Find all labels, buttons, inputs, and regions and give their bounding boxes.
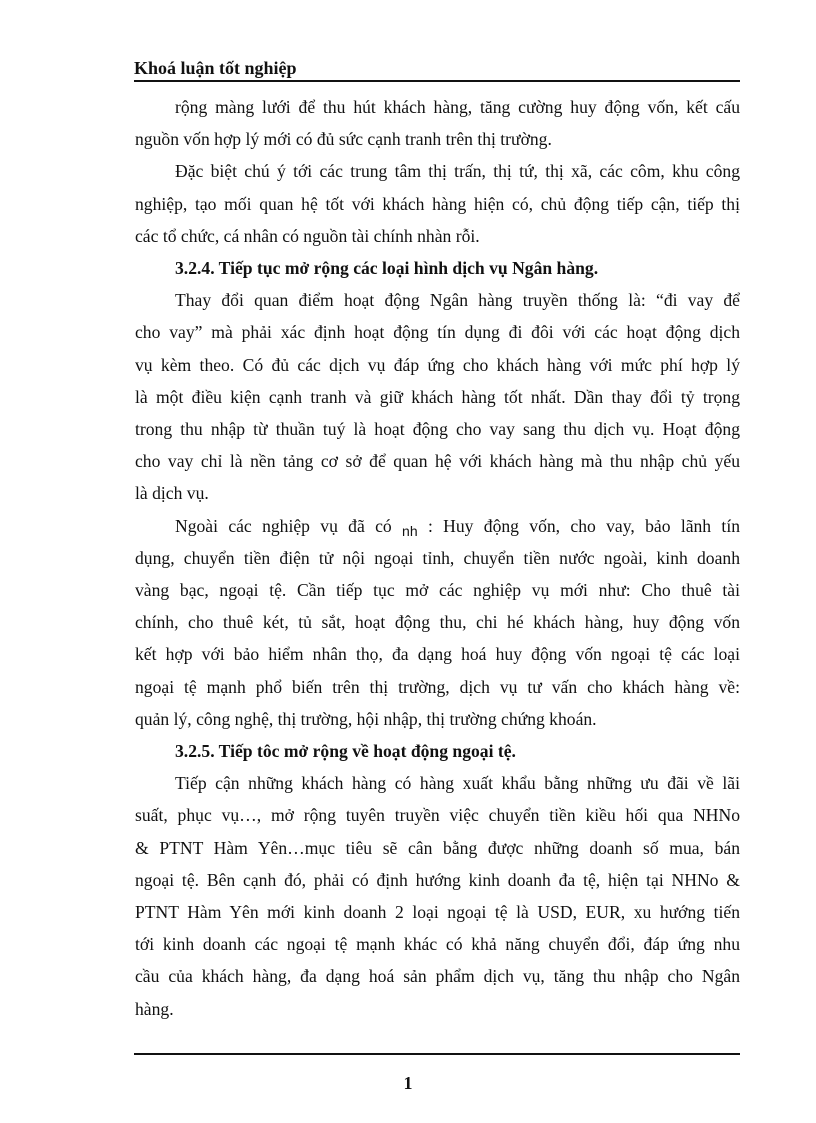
text-line	[175, 772, 740, 794]
text-segment: rộng màng lưới để thu hút khách hàng, tăng cường huy động vốn, kết cấu	[175, 97, 740, 117]
text-line	[135, 321, 740, 343]
document-header-title: Khoá luận tốt nghiệp	[134, 58, 297, 78]
text-line	[135, 354, 740, 376]
text-line	[175, 96, 740, 118]
text-segment: cho vay chỉ là nền tảng cơ sở để quan hệ với khách hàng mà thu nhập chủ yếu	[135, 451, 740, 472]
text-line	[135, 482, 740, 504]
text-segment: & PTNT Hàm Yên…mục tiêu sẽ cân bằng được những doanh số mua, bán	[135, 837, 740, 858]
text-line	[135, 128, 740, 150]
text-segment: là một điều kiện cạnh tranh và giữ khách hàng tốt nhất. Dần thay đổi tỷ trọng	[135, 386, 740, 407]
text-line	[135, 611, 740, 633]
text-segment: là dịch vụ.	[135, 483, 209, 504]
text-line	[135, 225, 740, 247]
text-line	[135, 643, 740, 665]
text-segment: dụng, chuyển tiền điện tử nội ngoại tỉnh, chuyển tiền nước ngoài, kinh doanh	[135, 547, 740, 568]
text-line	[135, 804, 740, 826]
text-line	[135, 901, 740, 923]
text-segment: PTNT Hàm Yên mới kinh doanh 2 loại ngoại tệ là USD, EUR, xu hướng tiến	[135, 902, 740, 922]
text-line	[135, 386, 740, 408]
section-heading	[175, 740, 740, 762]
text-segment: các tổ chức, cá nhân có nguồn tài chính nhàn rỗi.	[135, 225, 480, 246]
text-segment: quản lý, công nghệ, thị trường, hội nhập, thị trường chứng khoán.	[135, 708, 597, 729]
text-line	[135, 450, 740, 472]
text-segment: nguồn vốn hợp lý mới có đủ sức cạnh tranh trên thị trường.	[135, 129, 552, 150]
stray-text-fragment: nh	[402, 522, 418, 539]
text-segment: vàng bạc, ngoại tệ. Cần tiếp tục mở các nghiệp vụ mới như: Cho thuê tài	[135, 580, 740, 600]
text-segment: 3.2.5. Tiếp tôc mở rộng về hoạt động ngoại tệ.	[175, 741, 516, 761]
text-line	[175, 515, 740, 538]
text-line	[135, 676, 740, 698]
text-segment: kết hợp với bảo hiểm nhân thọ, đa dạng hoá huy động vốn ngoại tệ các loại	[135, 644, 740, 665]
text-line	[135, 837, 740, 859]
text-line	[135, 547, 740, 569]
page-number: 1	[403, 1073, 413, 1093]
text-segment: 3.2.4. Tiếp tục mở rộng các loại hình dịch vụ Ngân hàng.	[175, 258, 599, 278]
text-segment: Đặc biệt chú ý tới các trung tâm thị trấn, thị tứ, thị xã, các côm, khu công	[175, 161, 740, 182]
text-segment: suất, phục vụ…, mở rộng tuyên truyền việc chuyển tiền kiều hối qua NHNo	[135, 805, 740, 826]
text-segment: ngoại tệ. Bên cạnh đó, phải có định hướng kinh doanh đa tệ, hiện tại NHNo &	[135, 869, 740, 890]
text-segment: vụ kèm theo. Có đủ các dịch vụ đáp ứng cho khách hàng với mức phí hợp lý	[135, 354, 740, 375]
text-line	[135, 965, 740, 987]
text-line	[175, 289, 740, 311]
section-heading	[175, 257, 740, 279]
text-segment: nghiệp, tạo mối quan hệ tốt với khách hàng hiện có, chủ động tiếp cận, tiếp thị	[135, 193, 740, 214]
text-line	[175, 160, 740, 182]
text-segment: ngoại tệ mạnh phổ biến trên thị trường, dịch vụ tư vấn cho khách hàng về:	[135, 676, 740, 697]
text-segment: Ngoài các nghiệp vụ đã có	[175, 515, 403, 536]
text-segment: hàng.	[135, 998, 174, 1019]
text-line	[135, 708, 740, 730]
text-line	[135, 418, 740, 440]
text-segment: trong thu nhập từ thuần tuý là hoạt động cho vay sang thu dịch vụ. Hoạt động	[135, 419, 740, 439]
text-line	[135, 579, 740, 601]
text-segment: cầu của khách hàng, đa dạng hoá sản phẩm dịch vụ, tăng thu nhập cho Ngân	[135, 966, 740, 987]
text-segment: Tiếp cận những khách hàng có hàng xuất khẩu bằng những ưu đãi về lãi	[175, 773, 740, 794]
text-segment: : Huy động vốn, cho vay, bảo lãnh tín	[417, 515, 740, 536]
text-line	[135, 869, 740, 891]
text-segment: Thay đổi quan điểm hoạt động Ngân hàng truyền thống là: “đi vay để	[175, 290, 740, 311]
text-line	[135, 193, 740, 215]
text-segment: cho vay” mà phải xác định hoạt động tín dụng đi đôi với các hoạt động dịch	[135, 322, 740, 343]
text-segment: tới kinh doanh các ngoại tệ mạnh khác có khả năng chuyển đổi, đáp ứng nhu	[135, 934, 740, 955]
footer-rule	[134, 1053, 740, 1055]
text-segment: chính, cho thuê két, tủ sắt, hoạt động thu, chi hé khách hàng, huy động vốn	[135, 612, 740, 633]
text-line	[135, 933, 740, 955]
header-rule	[134, 80, 740, 82]
text-line	[135, 998, 740, 1020]
